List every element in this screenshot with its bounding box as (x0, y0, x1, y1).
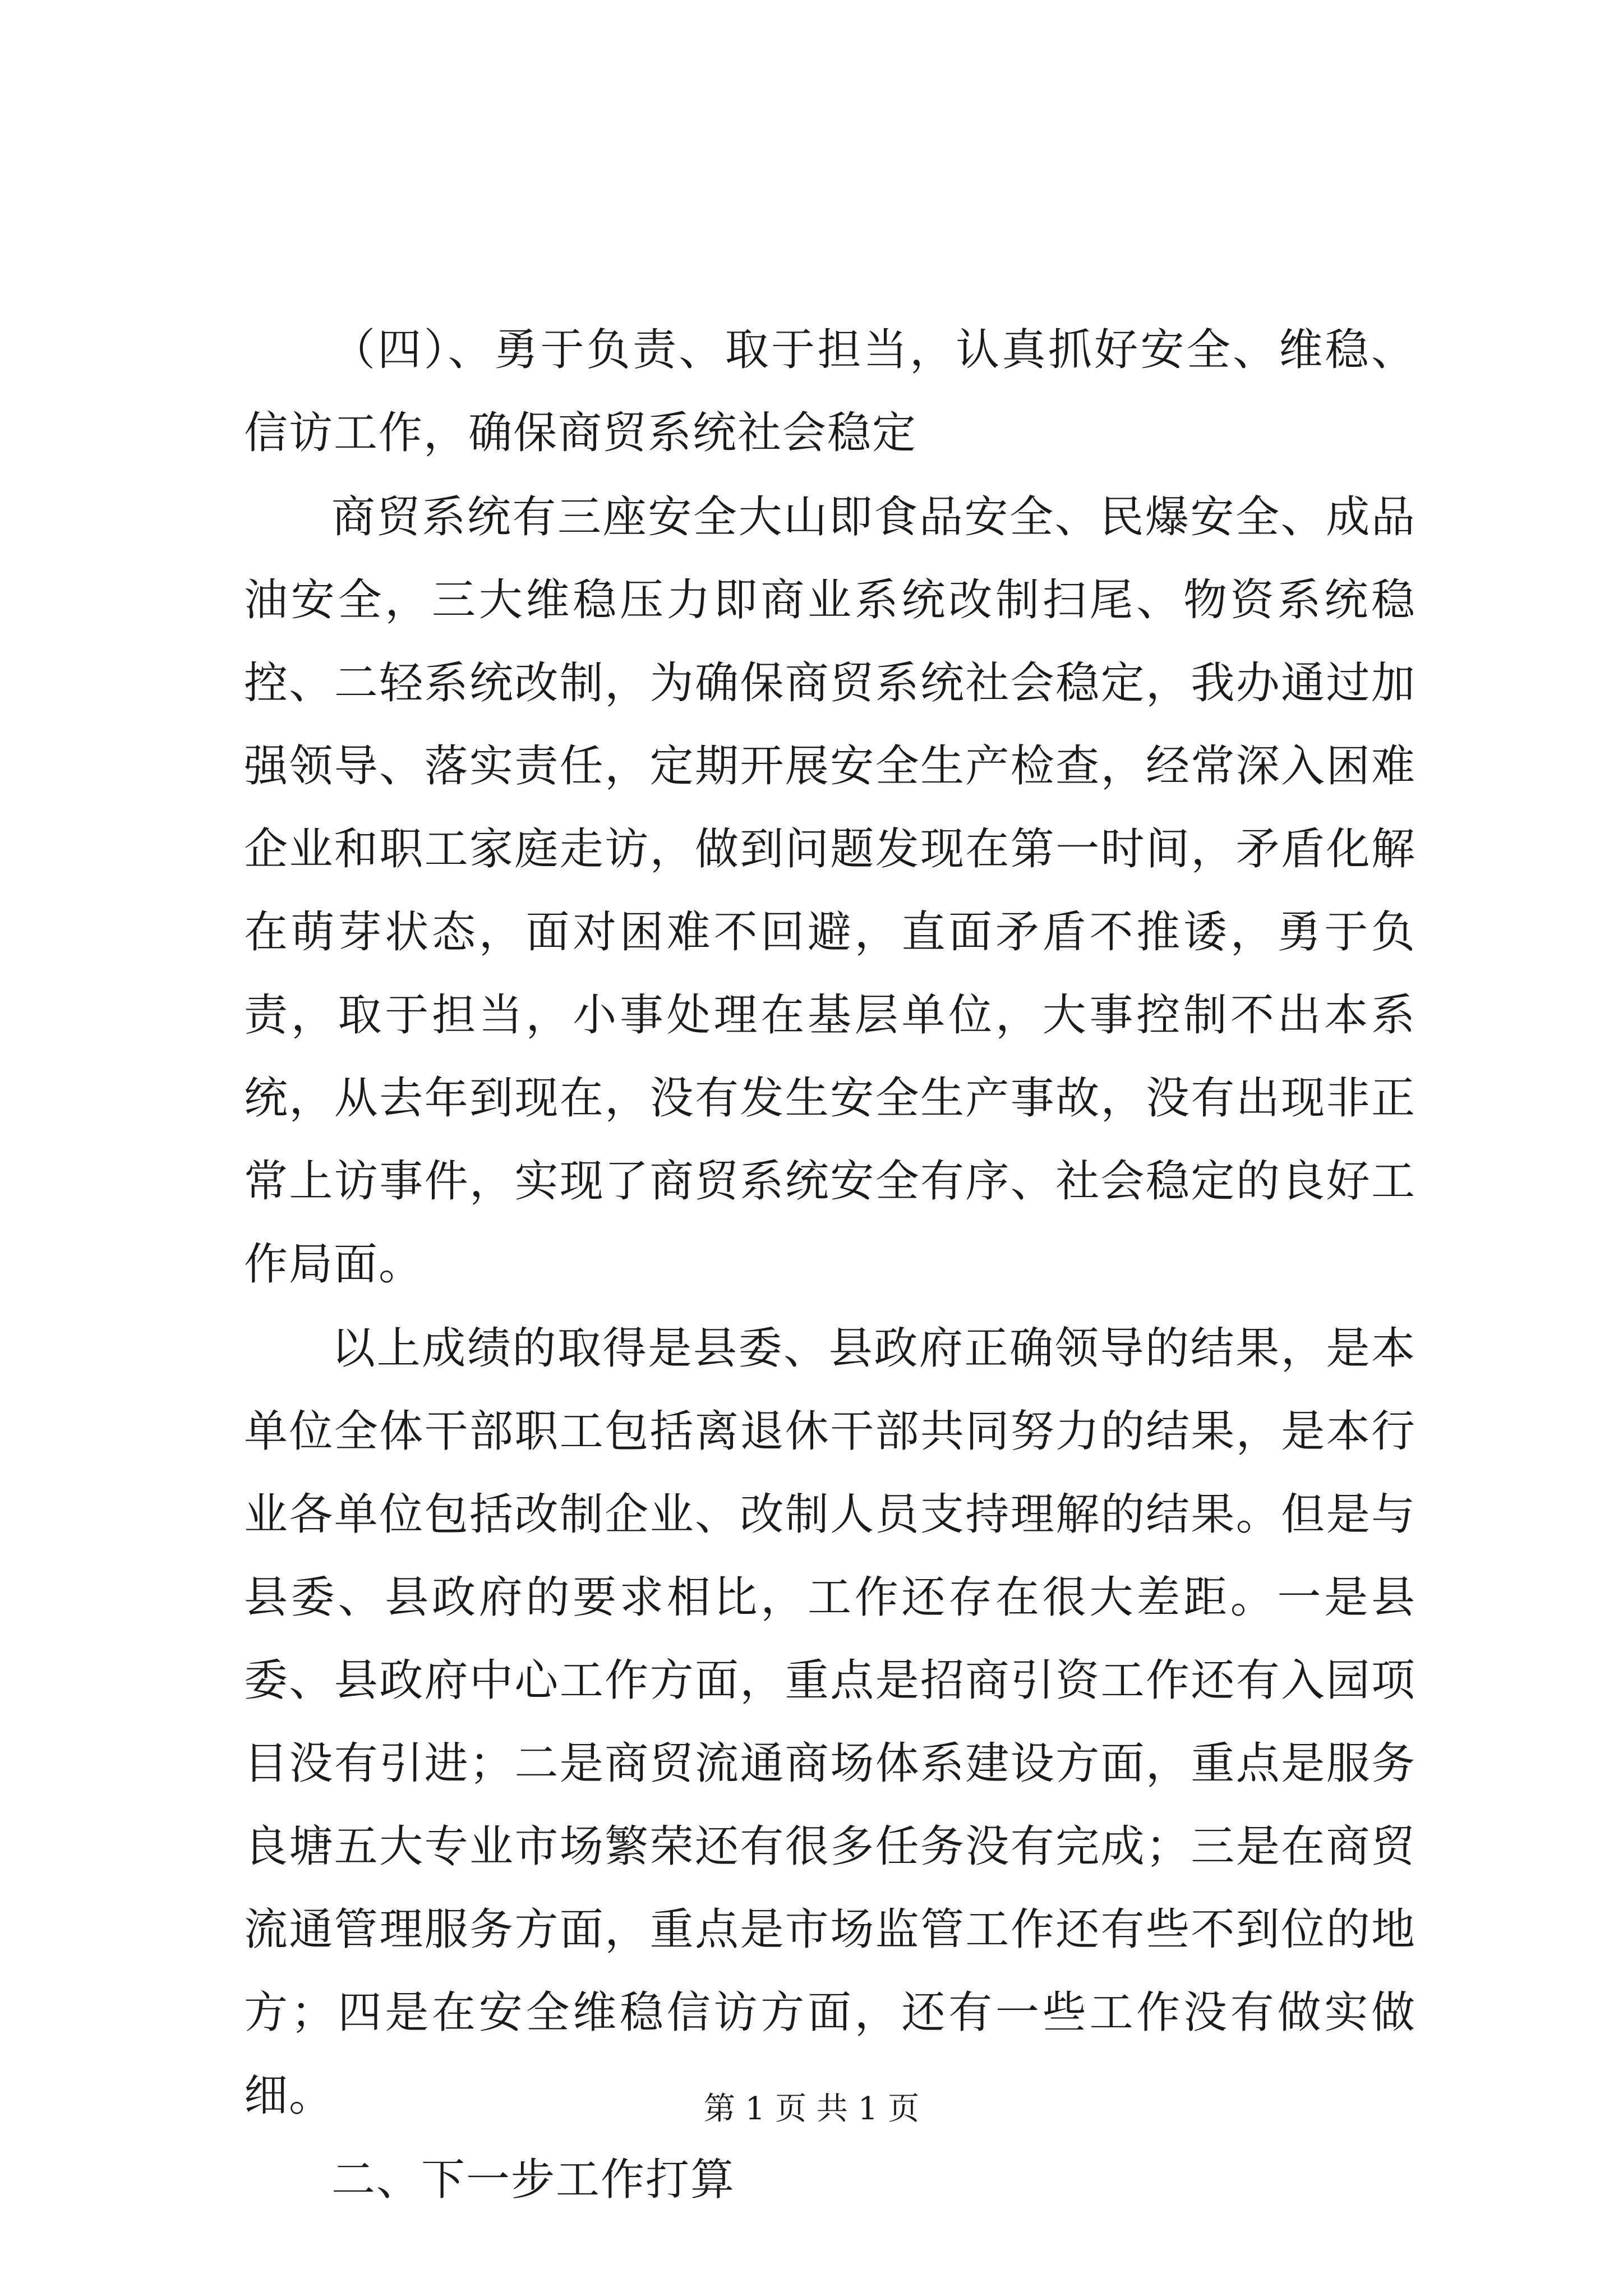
paragraph-safety-stability: 商贸系统有三座安全大山即食品安全、民爆安全、成品油安全，三大维稳压力即商业系统改制扫尾、物资系统稳控、二轻系统改制，为确保商贸系统社会稳定，我办通过加强领导、落实责任，定期开展安全生产检查，经常深入困难企业和职工家庭走访，做到问题发现在第一时间，矛盾化解在萌芽状态，面对困难不回避，直面矛盾不推诿，勇于负责，取于担当，小事处理在基层单位，大事控制不出本系统，从去年到现在，没有发生安全生产事故，没有出现非正常上访事件，实现了商贸系统安全有序、社会稳定的良好工作局面。 (244, 492, 1416, 1290)
section-heading-4: （四）、勇于负责、取于担当，认真抓好安全、维稳、信访工作，确保商贸系统社会稳定 (244, 325, 1416, 458)
document-body (244, 309, 1416, 2221)
page-number-footer: 第 1 页 共 1 页 (703, 2091, 920, 2127)
paragraph-achievements-gaps: 以上成绩的取得是县委、县政府正确领导的结果，是本单位全体干部职工包括离退休干部共同努力的结果，是本行业各单位包括改制企业、改制人员支持理解的结果。但是与县委、县政府的要求相比，工作还存在很大差距。一是县委、县政府中心工作方面，重点是招商引资工作还有入园项目没有引进；二是商贸流通商场体系建设方面，重点是服务良塘五大专业市场繁荣还有很多任务没有完成；三是在商贸流通管理服务方面，重点是市场监管工作还有些不到位的地方；四是在安全维稳信访方面，还有一些工作没有做实做细。 (244, 1323, 1416, 2121)
section-heading-next-steps: 二、下一步工作打算 (331, 2155, 736, 2205)
